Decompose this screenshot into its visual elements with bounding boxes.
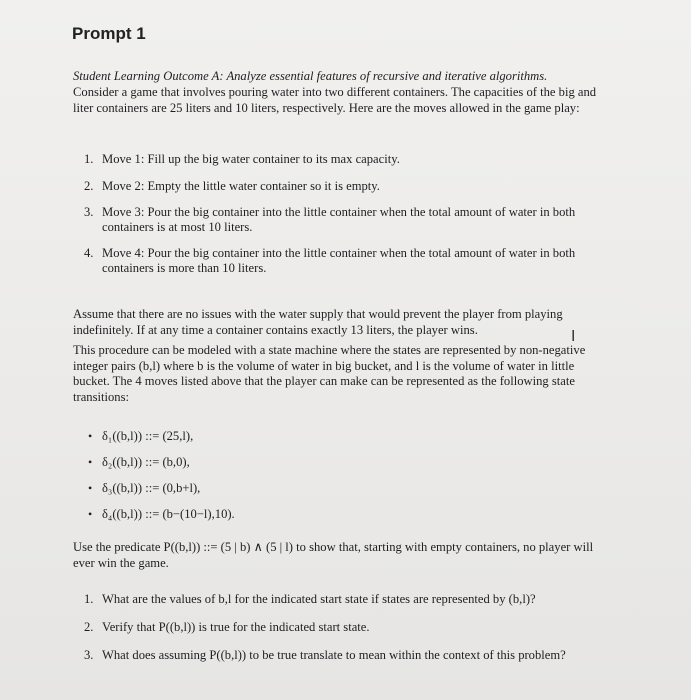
bullet-icon: • (88, 454, 93, 469)
list-item: • δ₂((b,l)) ::= (b,0), (88, 454, 190, 469)
learning-outcome: Student Learning Outcome A: Analyze essential features of recursive and iterative algorithms. (73, 69, 548, 83)
list-item: 1. What are the values of b,l for the indicated start state if states are represented by (b,l)? (84, 592, 536, 606)
list-item: • δ₄((b,l)) ::= (b−(10−l),10). (88, 506, 235, 521)
transitions-list (88, 423, 235, 527)
text-cursor-icon: I (571, 327, 576, 345)
list-item: 3. What does assuming P((b,l)) to be true translate to mean within the context of this problem? (84, 648, 566, 662)
page-title: Prompt 1 (72, 24, 146, 43)
list-item: 2. Verify that P((b,l)) is true for the indicated start state. (84, 620, 370, 634)
bullet-icon: • (88, 506, 93, 521)
list-item: 4. Move 4: Pour the big container into the little container when the total amount of water in both containers is more than 10 liters. (84, 246, 576, 275)
moves-list (84, 152, 608, 287)
questions-list (84, 592, 608, 676)
bullet-icon: • (88, 480, 93, 495)
list-item: 3. Move 3: Pour the big container into the little container when the total amount of water in both containers is at most 10 liters. (84, 205, 576, 234)
list-item: 2. Move 2: Empty the little water container so it is empty. (84, 178, 380, 193)
model-paragraph: This procedure can be modeled with a state machine where the states are represented by non-negative integer pairs (b,l) where b is the volume of water in big bucket, and l is the volume of water in little bucket. The 4 moves listed above that the player can make can be represented as the following state transitions: (73, 343, 586, 404)
predicate-paragraph: Use the predicate P((b,l)) ::= (5 | b) ∧ (5 | l) to show that, starting with empty containers, no player will ever win the game. (73, 540, 594, 570)
assumption-paragraph: Assume that there are no issues with the water supply that would prevent the player from playing indefinitely. If at any time a container contains exactly 13 liters, the player wins. (73, 307, 563, 337)
list-item: • δ₁((b,l)) ::= (25,l), (88, 428, 194, 443)
bullet-icon: • (88, 428, 93, 443)
list-item: • δ₃((b,l)) ::= (0,b+l), (88, 480, 201, 495)
intro-paragraph: Consider a game that involves pouring water into two different containers. The capacities of the big and liter containers are 25 liters and 10 liters, respectively. Here are the moves allowed in the game play: (73, 85, 597, 115)
list-item: 1. Move 1: Fill up the big water container to its max capacity. (84, 152, 400, 166)
